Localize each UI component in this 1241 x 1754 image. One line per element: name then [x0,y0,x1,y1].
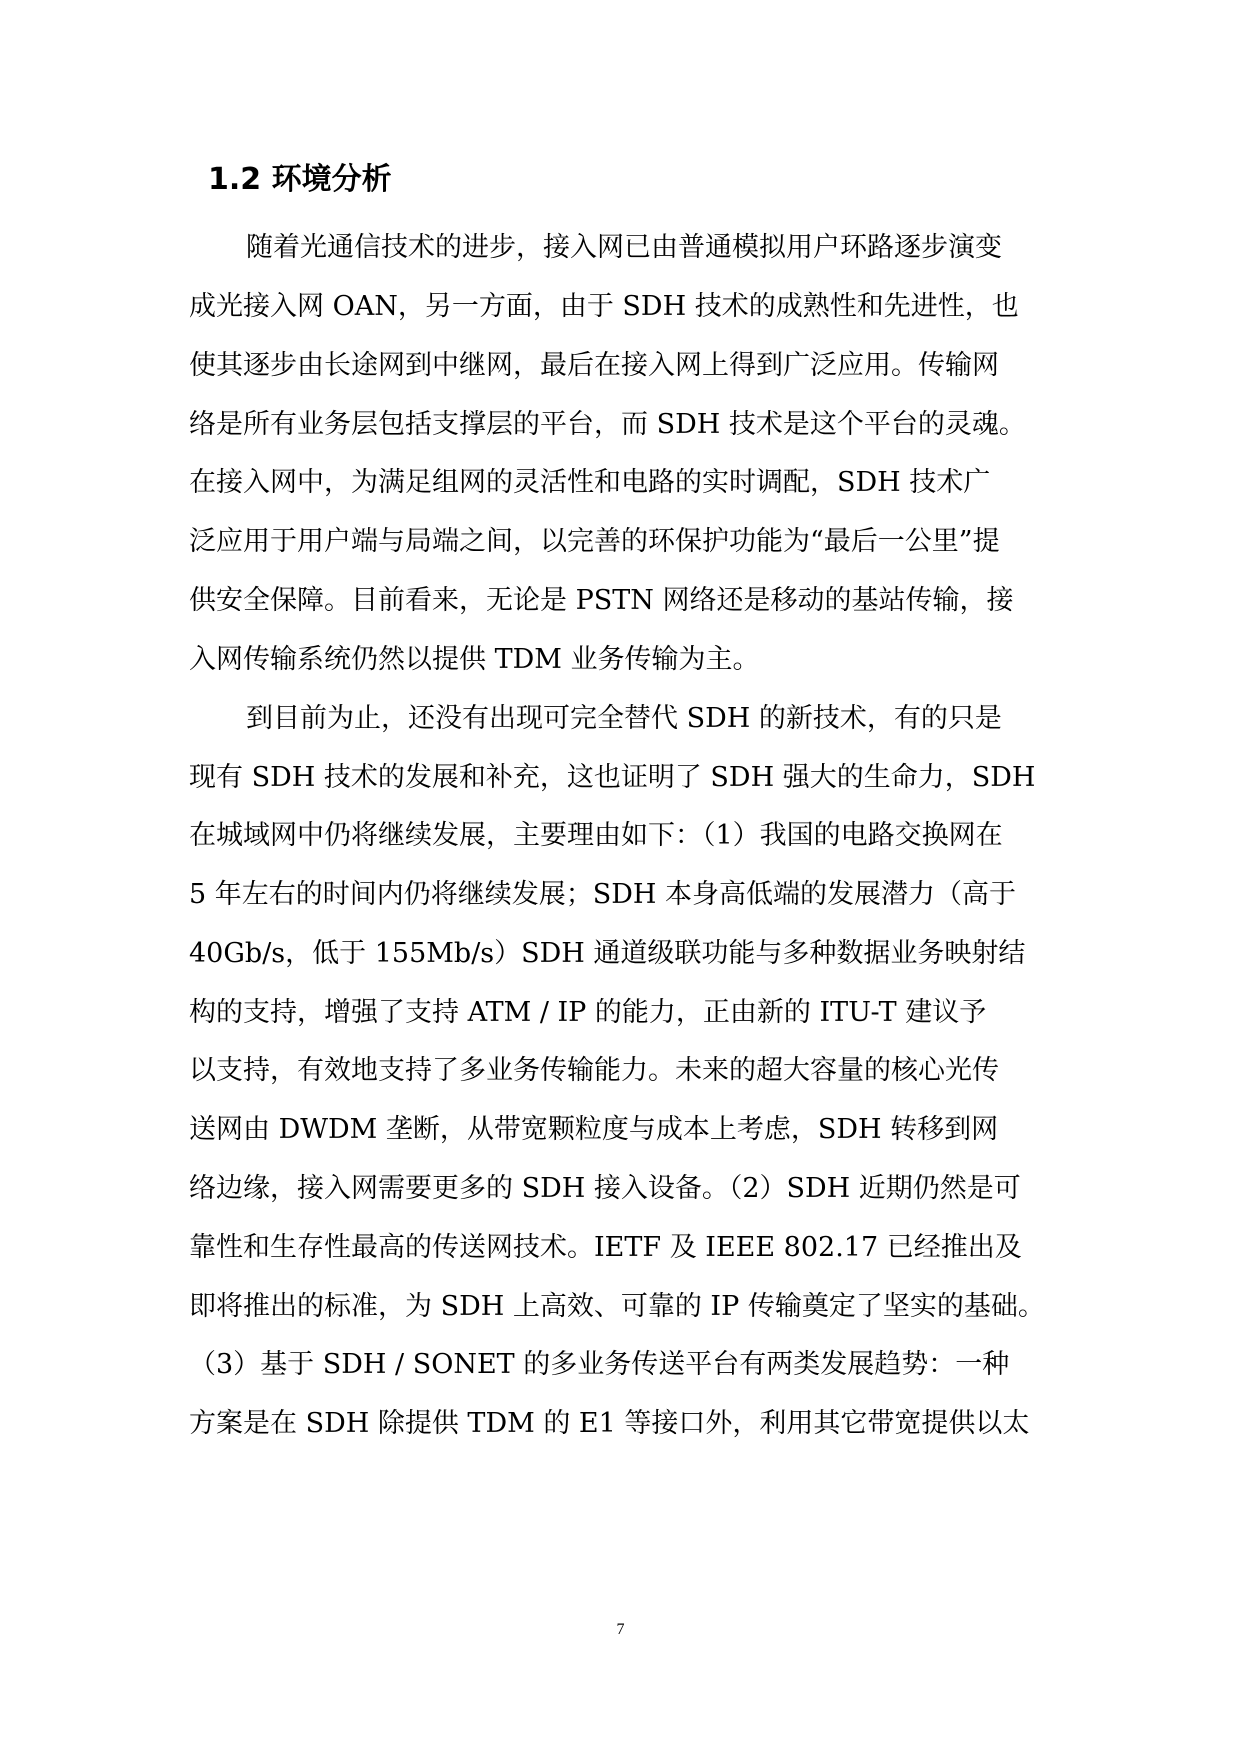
paragraph-line: 泛应用于用户端与局端之间，以完善的环保护功能为“最后一公里”提 [189,526,1000,557]
paragraph-line: 5 年左右的时间内仍将继续发展；SDH 本身高低端的发展潜力（高于 [189,879,1017,910]
paragraph-line: 送网由 DWDM 垄断，从带宽颗粒度与成本上考虑，SDH 转移到网 [189,1114,999,1145]
paragraph-line: 即将推出的标准，为 SDH 上高效、可靠的 IP 传输奠定了坚实的基础。 [189,1291,1045,1322]
paragraph-line: 使其逐步由长途网到中继网，最后在接入网上得到广泛应用。传输网 [189,350,999,381]
paragraph-line: 40Gb/s，低于 155Mb/s）SDH 通道级联功能与多种数据业务映射结 [189,938,1026,969]
paragraph-line: 络是所有业务层包括支撑层的平台，而 SDH 技术是这个平台的灵魂。 [189,409,1026,440]
section-heading: 1.2 环境分析 [208,162,392,197]
paragraph-line: 络边缘，接入网需要更多的 SDH 接入设备。（2）SDH 近期仍然是可 [189,1173,1021,1204]
paragraph-line: 构的支持，增强了支持 ATM / IP 的能力，正由新的 ITU-T 建议予 [189,997,987,1028]
paragraph-line: 在城域网中仍将继续发展，主要理由如下：（1）我国的电路交换网在 [189,820,1003,851]
paragraph-line: 以支持，有效地支持了多业务传输能力。未来的超大容量的核心光传 [189,1055,999,1086]
paragraph-line: 供安全保障。目前看来，无论是 PSTN 网络还是移动的基站传输，接 [189,585,1014,616]
paragraph-line: 方案是在 SDH 除提供 TDM 的 E1 等接口外，利用其它带宽提供以太 [189,1408,1030,1439]
paragraph-line: 入网传输系统仍然以提供 TDM 业务传输为主。 [189,644,760,675]
paragraph-line: 现有 SDH 技术的发展和补充，这也证明了 SDH 强大的生命力，SDH [189,762,1036,793]
paragraph-line: 在接入网中，为满足组网的灵活性和电路的实时调配，SDH 技术广 [189,467,991,498]
paragraph-line: （3）基于 SDH / SONET 的多业务传送平台有两类发展趋势：一种 [189,1349,1010,1380]
page-number: 7 [616,1621,625,1638]
paragraph-line: 到目前为止，还没有出现可完全替代 SDH 的新技术，有的只是 [246,703,1002,734]
paragraph-line: 靠性和生存性最高的传送网技术。IETF 及 IEEE 802.17 已经推出及 [189,1232,1022,1263]
paragraph-line: 随着光通信技术的进步，接入网已由普通模拟用户环路逐步演变 [246,232,1002,263]
paragraph-line: 成光接入网 OAN，另一方面，由于 SDH 技术的成熟性和先进性，也 [189,291,1019,322]
